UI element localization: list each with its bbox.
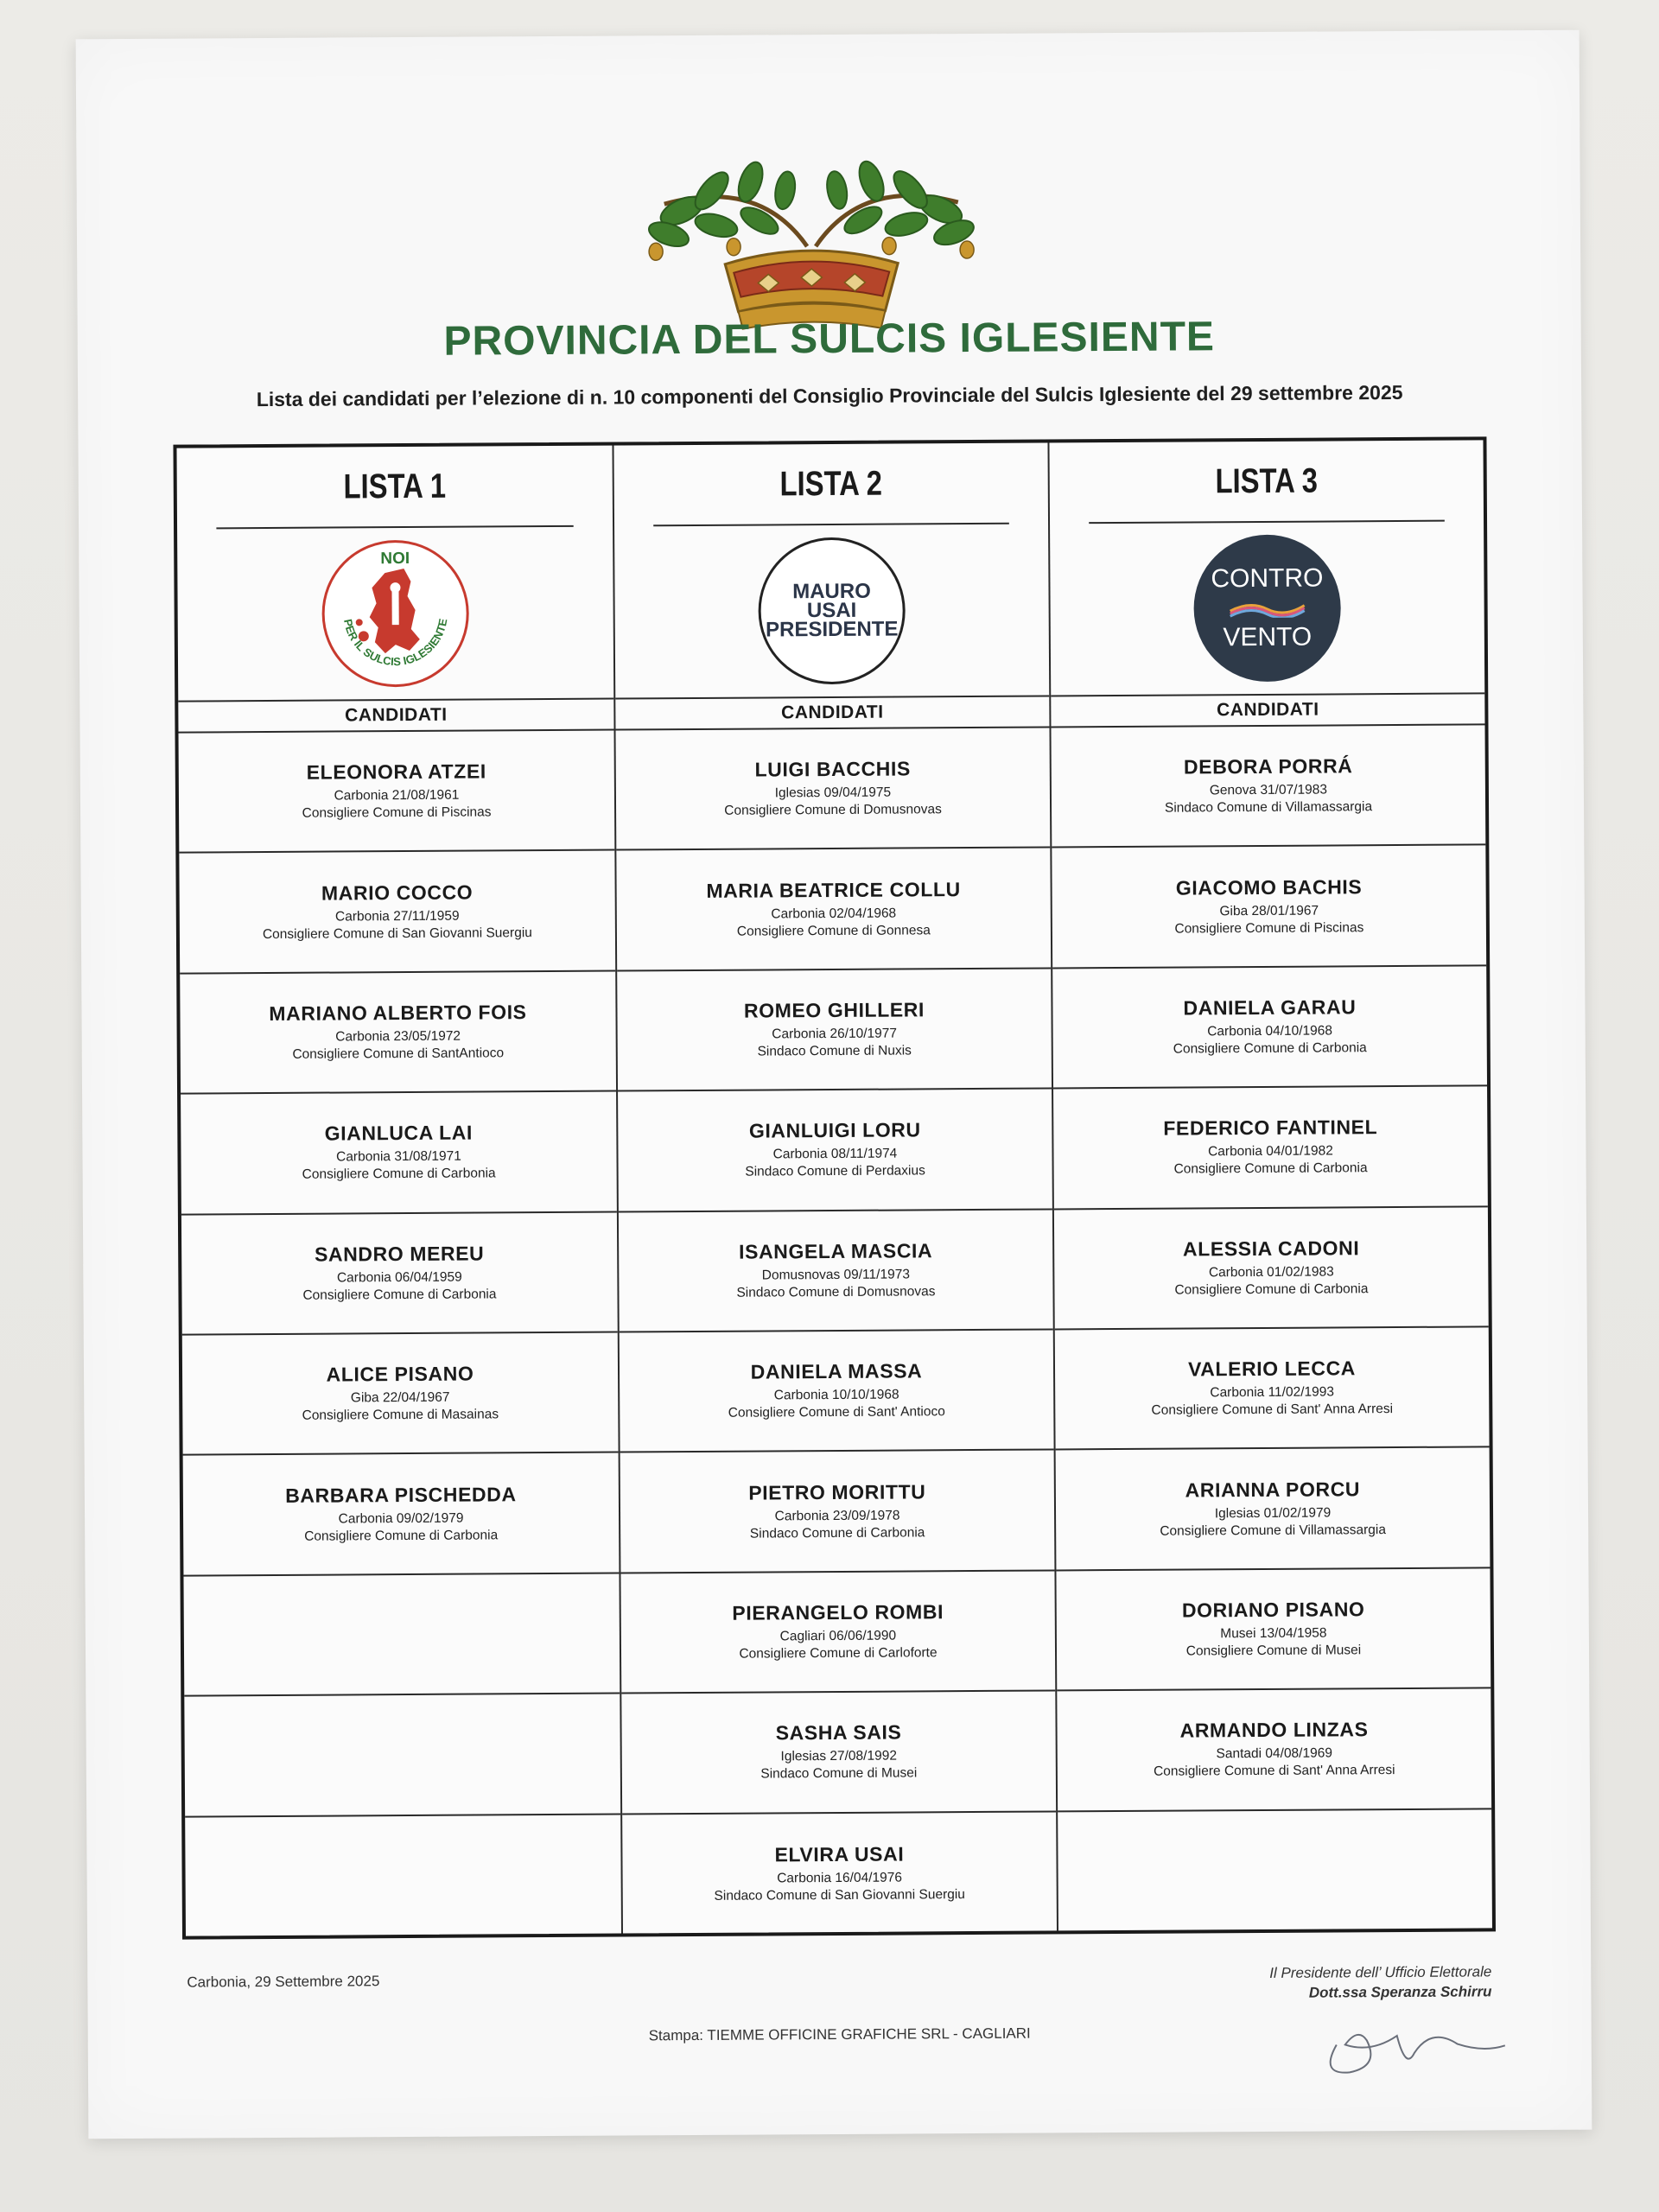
candidate-name: GIANLUCA LAI	[324, 1121, 473, 1145]
candidate-name: ARIANNA PORCU	[1185, 1477, 1361, 1502]
candidate-role: Consigliere Comune di Carbonia	[302, 1166, 496, 1183]
candidate-rows	[179, 731, 621, 1938]
candidate-role: Consigliere Comune di Sant' Anna Arresi	[1154, 1763, 1395, 1780]
candidate-name: BARBARA PISCHEDDA	[285, 1482, 517, 1507]
candidate-birth: Carbonia 10/10/1968	[773, 1387, 899, 1403]
candidate-name: ARMANDO LINZAS	[1179, 1718, 1369, 1742]
candidate-role: Consigliere Comune di San Giovanni Suergiu	[262, 925, 532, 942]
candidate-birth: Giba 22/04/1967	[350, 1389, 450, 1406]
candidate-name: ISANGELA MASCIA	[739, 1239, 933, 1263]
printer-credit: Stampa: TIEMME OFFICINE GRAFICHE SRL - CAGLIARI	[648, 2024, 1031, 2044]
candidate-name: ROMEO GHILLERI	[743, 998, 925, 1022]
candidate-birth: Genova 31/07/1983	[1209, 782, 1328, 798]
candidate-row	[1056, 1568, 1491, 1691]
candidate-lists-table	[173, 436, 1496, 1939]
candidate-name: DORIANO PISANO	[1181, 1598, 1365, 1622]
candidate-rows	[615, 728, 1056, 1935]
candidate-role: Sindaco Comune di Musei	[760, 1765, 918, 1782]
sardinia-map-icon	[324, 543, 467, 685]
candidate-row	[620, 1571, 1055, 1694]
candidate-row	[616, 849, 1051, 971]
logo-line: PRESIDENTE	[765, 617, 899, 642]
candidate-name: SANDRO MEREU	[314, 1242, 485, 1266]
logo-ring-text: PER IL SULCIS IGLESIENTE	[341, 617, 450, 669]
candidate-birth: Carbonia 06/04/1959	[336, 1269, 462, 1286]
candidate-row	[615, 728, 1050, 850]
page-subtitle: Lista dei candidati per l’elezione di n. 10 componenti del Consiglio Provinciale del Sulcis Iglesiente del 29 settembre 2025	[256, 380, 1403, 411]
logo-line: MAURO	[792, 579, 871, 604]
contro-vento-logo-icon	[1193, 534, 1341, 682]
candidate-name: MARIA BEATRICE COLLU	[706, 877, 961, 902]
candidate-name: MARIO COCCO	[321, 880, 474, 905]
candidate-role: Consigliere Comune di Masainas	[302, 1407, 499, 1423]
candidate-birth: Carbonia 09/02/1979	[338, 1510, 464, 1527]
candidate-role: Sindaco Comune di Domusnovas	[736, 1284, 936, 1300]
candidate-role: Consigliere Comune di Piscinas	[302, 804, 492, 821]
candidate-row-empty	[185, 1815, 621, 1937]
candidate-role: Sindaco Comune di Villamassargia	[1164, 799, 1373, 816]
candidate-row	[181, 1212, 618, 1335]
signatory-title: Il Presidente dell’ Ufficio Elettorale	[1269, 1963, 1492, 1981]
candidate-name: ALICE PISANO	[326, 1362, 474, 1386]
candidate-role: Consigliere Comune di Domusnovas	[724, 802, 942, 818]
candidate-role: Consigliere Comune di Musei	[1185, 1643, 1362, 1659]
candidate-name: FEDERICO FANTINEL	[1163, 1116, 1378, 1141]
logo-top-text: NOI	[380, 549, 410, 569]
candidate-name: GIACOMO BACHIS	[1175, 874, 1363, 899]
candidate-birth: Carbonia 26/10/1977	[772, 1026, 898, 1042]
mauro-usai-presidente-logo-icon	[758, 537, 906, 684]
province-crown-emblem-icon	[629, 142, 993, 343]
candidate-name: ELVIRA USAI	[774, 1842, 905, 1866]
candidate-row	[1051, 725, 1485, 848]
candidate-role: Sindaco Comune di Nuxis	[757, 1043, 912, 1059]
candidate-name: DANIELA GARAU	[1183, 995, 1357, 1020]
candidate-row	[1052, 966, 1487, 1089]
candidate-role: Consigliere Comune di Carbonia	[1174, 1281, 1369, 1298]
candidate-birth: Iglesias 09/04/1975	[774, 785, 892, 801]
candidate-birth: Carbonia 02/04/1968	[771, 906, 897, 922]
list-title: LISTA 1	[216, 446, 574, 530]
candidate-birth: Domusnovas 09/11/1973	[761, 1267, 910, 1283]
candidate-role: Consigliere Comune di Carbonia	[302, 1287, 497, 1303]
candidate-rows	[1051, 725, 1491, 1932]
page-title: PROVINCIA DEL SULCIS IGLESIENTE	[443, 314, 1216, 365]
list-title: LISTA 2	[653, 443, 1009, 527]
candidate-role: Consigliere Comune di SantAntioco	[292, 1046, 505, 1062]
candidate-row	[620, 1451, 1055, 1573]
candidate-name: DANIELA MASSA	[750, 1359, 923, 1383]
candidate-row	[1057, 1688, 1491, 1811]
candidate-role: Consigliere Comune di Sant' Anna Arresi	[1151, 1402, 1394, 1418]
candidate-row	[180, 971, 616, 1094]
candidate-role: Consigliere Comune di Carbonia	[304, 1527, 499, 1544]
candidate-row	[622, 1812, 1057, 1935]
list-logo-cell	[614, 524, 1049, 699]
candidate-row	[179, 851, 615, 974]
list-column-2	[612, 442, 1056, 1933]
candidate-name: GIANLUIGI LORU	[748, 1118, 921, 1142]
candidate-role: Consigliere Comune di Piscinas	[1174, 919, 1364, 937]
signatory-name: Dott.ssa Speranza Schirru	[1308, 1983, 1492, 2001]
candidate-role: Sindaco Comune di San Giovanni Suergiu	[714, 1886, 965, 1904]
candidate-birth: Cagliari 06/06/1990	[779, 1628, 897, 1644]
candidate-role: Sindaco Comune di Perdaxius	[745, 1163, 925, 1179]
rainbow-wave-icon	[1229, 599, 1306, 619]
candidate-row	[181, 1092, 617, 1215]
candidate-role: Sindaco Comune di Carbonia	[749, 1524, 925, 1541]
candidate-birth: Carbonia 31/08/1971	[336, 1148, 461, 1165]
candidate-row-empty	[184, 1694, 620, 1817]
candidates-header: CANDIDATI	[178, 700, 613, 734]
candidate-name: DEBORA PORRÁ	[1183, 754, 1353, 779]
list-logo-cell	[177, 527, 613, 702]
candidate-row	[1053, 1087, 1488, 1210]
candidate-birth: Iglesias 01/02/1979	[1214, 1505, 1332, 1521]
candidate-row	[1056, 1448, 1491, 1571]
candidate-row	[620, 1330, 1054, 1452]
noi-sulcis-logo-icon	[321, 540, 469, 688]
candidate-birth: Carbonia 23/09/1978	[774, 1508, 900, 1523]
candidate-row	[179, 731, 615, 854]
candidate-row-empty	[183, 1573, 620, 1696]
logo-line: USAI	[806, 598, 857, 623]
candidate-birth: Musei 13/04/1958	[1220, 1625, 1327, 1642]
candidate-birth: Carbonia 27/11/1959	[334, 908, 460, 925]
candidate-name: SASHA SAIS	[775, 1720, 902, 1745]
candidate-name: LUIGI BACCHIS	[754, 757, 911, 781]
candidate-name: ALESSIA CADONI	[1182, 1236, 1360, 1261]
candidate-birth: Carbonia 01/02/1983	[1208, 1264, 1334, 1281]
candidate-birth: Giba 28/01/1967	[1219, 903, 1319, 918]
election-poster	[76, 30, 1592, 2139]
candidate-role: Consigliere Comune di Gonnesa	[736, 922, 931, 939]
candidate-birth: Santadi 04/08/1969	[1216, 1745, 1332, 1762]
candidate-birth: Carbonia 04/01/1982	[1208, 1143, 1333, 1160]
list-title: LISTA 3	[1089, 441, 1445, 524]
candidate-row	[182, 1332, 619, 1455]
candidate-role: Consigliere Comune di Carbonia	[1173, 1040, 1367, 1057]
candidate-birth: Carbonia 04/10/1968	[1207, 1023, 1333, 1039]
candidate-name: VALERIO LECCA	[1187, 1357, 1357, 1381]
candidate-role: Consigliere Comune di Carbonia	[1173, 1160, 1368, 1177]
candidate-row	[619, 1210, 1053, 1332]
candidate-row	[618, 1090, 1052, 1212]
candidate-row-empty	[1058, 1809, 1492, 1932]
candidate-birth: Iglesias 27/08/1992	[780, 1748, 897, 1764]
candidate-row	[621, 1692, 1056, 1815]
candidates-header: CANDIDATI	[615, 696, 1049, 730]
candidate-birth: Carbonia 11/02/1993	[1210, 1384, 1335, 1401]
candidate-row	[1054, 1207, 1489, 1330]
logo-line: CONTRO	[1211, 563, 1324, 594]
candidate-row	[617, 969, 1052, 1091]
candidate-role: Consigliere Comune di Villamassargia	[1160, 1522, 1386, 1539]
candidate-birth: Carbonia 08/11/1974	[772, 1146, 898, 1162]
candidate-role: Consigliere Comune di Carloforte	[739, 1645, 938, 1662]
candidate-birth: Carbonia 16/04/1976	[777, 1870, 903, 1886]
candidates-header: CANDIDATI	[1051, 694, 1484, 728]
candidate-birth: Carbonia 21/08/1961	[334, 787, 460, 804]
candidate-name: ELEONORA ATZEI	[306, 760, 486, 784]
logo-line: VENTO	[1223, 622, 1313, 652]
place-date: Carbonia, 29 Settembre 2025	[187, 1973, 380, 1991]
candidate-birth: Carbonia 23/05/1972	[335, 1028, 461, 1045]
candidate-role: Consigliere Comune di Sant' Antioco	[728, 1404, 945, 1421]
candidate-name: PIERANGELO ROMBI	[732, 1600, 944, 1624]
candidate-name: MARIANO ALBERTO FOIS	[269, 1001, 527, 1025]
candidate-name: PIETRO MORITTU	[748, 1479, 926, 1504]
candidate-row	[183, 1453, 620, 1576]
candidate-row	[1055, 1327, 1490, 1450]
list-column-3	[1047, 440, 1491, 1930]
list-column-1	[176, 446, 620, 1936]
list-logo-cell	[1050, 521, 1484, 696]
candidate-row	[1052, 846, 1486, 969]
